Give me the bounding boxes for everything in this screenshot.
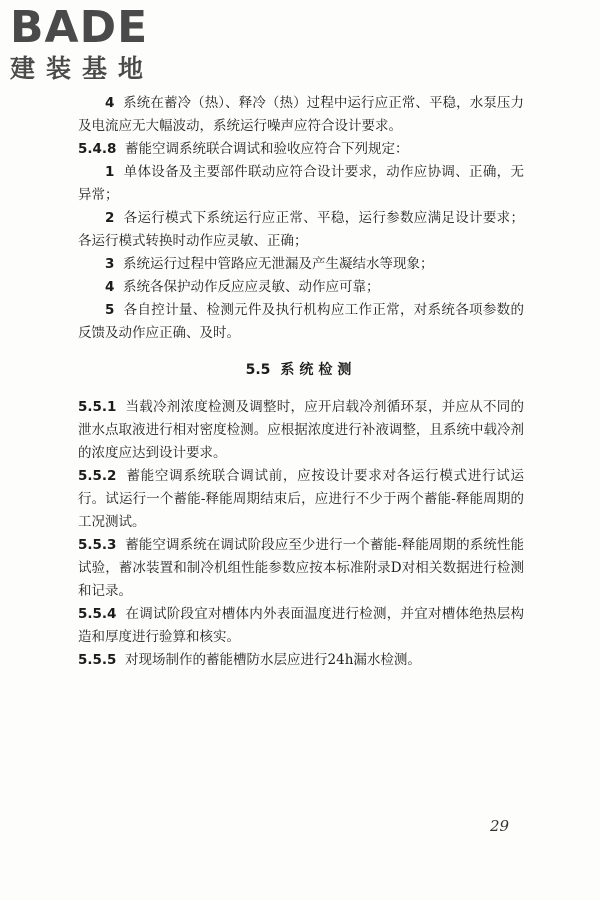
logo-subtitle: 建装基地 bbox=[10, 54, 155, 83]
document-body bbox=[78, 92, 524, 672]
clause-text: 当载冷剂浓度检测及调整时，应开启载冷剂循环泵，并应从不同的泄水点取液进行相对密度检测。应根据浓度进行补液调整，且系统中载冷剂的浓度应达到设计要求。 bbox=[78, 399, 525, 461]
clause-number: 5.4.8 bbox=[78, 141, 117, 157]
clause-text: 蓄能空调系统联合调试前，应按设计要求对各运行模式进行试运行。试运行一个蓄能-释能周期结束后，应进行不少于两个蓄能-释能周期的工况测试。 bbox=[78, 468, 524, 530]
item-number: 1 bbox=[105, 164, 115, 180]
bade-logo bbox=[10, 4, 180, 84]
clause-number: 5.5.5 bbox=[78, 652, 117, 668]
list-item bbox=[78, 207, 524, 253]
list-item bbox=[78, 253, 524, 276]
item-number: 2 bbox=[105, 210, 115, 226]
clause-text: 在调试阶段宜对槽体内外表面温度进行检测，并宜对槽体绝热层构造和厚度进行验算和核实。 bbox=[78, 606, 525, 645]
clause-5-5-4 bbox=[78, 603, 524, 649]
item-number: 4 bbox=[105, 95, 115, 111]
item-text: 系统各保护动作反应应灵敏、动作应可靠； bbox=[123, 279, 380, 295]
item-text: 各运行模式下系统运行应正常、平稳，运行参数应满足设计要求；各运行模式转换时动作应灵敏、正确； bbox=[78, 210, 524, 249]
clause-text: 对现场制作的蓄能槽防水层应进行24h漏水检测。 bbox=[125, 652, 421, 668]
section-name: 系统检测 bbox=[280, 362, 357, 378]
list-item bbox=[78, 276, 524, 299]
clause-5-5-2 bbox=[78, 465, 524, 534]
clause-5-5-3 bbox=[78, 534, 524, 603]
clause-number: 5.5.4 bbox=[78, 606, 117, 622]
clause-5-5-1 bbox=[78, 396, 524, 465]
section-number: 5.5 bbox=[245, 362, 271, 378]
section-heading bbox=[78, 359, 524, 382]
page-number: 29 bbox=[490, 817, 510, 835]
clause-5-4-8 bbox=[78, 138, 524, 161]
clause-number: 5.5.1 bbox=[78, 399, 117, 415]
list-item bbox=[78, 92, 524, 138]
clause-text: 蓄能空调系统在调试阶段应至少进行一个蓄能-释能周期的系统性能试验，蓄冰装置和制冷机组性能参数应按本标准附录D对相关数据进行检测和记录。 bbox=[78, 537, 524, 599]
item-number: 4 bbox=[105, 279, 115, 295]
item-text: 系统在蓄冷（热）、释冷（热）过程中运行应正常、平稳，水泵压力及电流应无大幅波动，系统运行噪声应符合设计要求。 bbox=[78, 95, 524, 134]
list-item bbox=[78, 161, 524, 207]
item-text: 系统运行过程中管路应无泄漏及产生凝结水等现象； bbox=[123, 256, 434, 272]
clause-number: 5.5.3 bbox=[78, 537, 117, 553]
item-text: 各自控计量、检测元件及执行机构应工作正常，对系统各项参数的反馈及动作应正确、及时。 bbox=[78, 302, 524, 341]
clause-text: 蓄能空调系统联合调试和验收应符合下列规定： bbox=[125, 141, 409, 157]
list-item bbox=[78, 299, 524, 345]
item-number: 5 bbox=[105, 302, 115, 318]
logo-wordmark: BADE bbox=[10, 2, 149, 53]
item-number: 3 bbox=[105, 256, 115, 272]
clause-5-5-5 bbox=[78, 649, 524, 672]
item-text: 单体设备及主要部件联动应符合设计要求，动作应协调、正确，无异常； bbox=[78, 164, 524, 203]
clause-number: 5.5.2 bbox=[78, 468, 117, 484]
